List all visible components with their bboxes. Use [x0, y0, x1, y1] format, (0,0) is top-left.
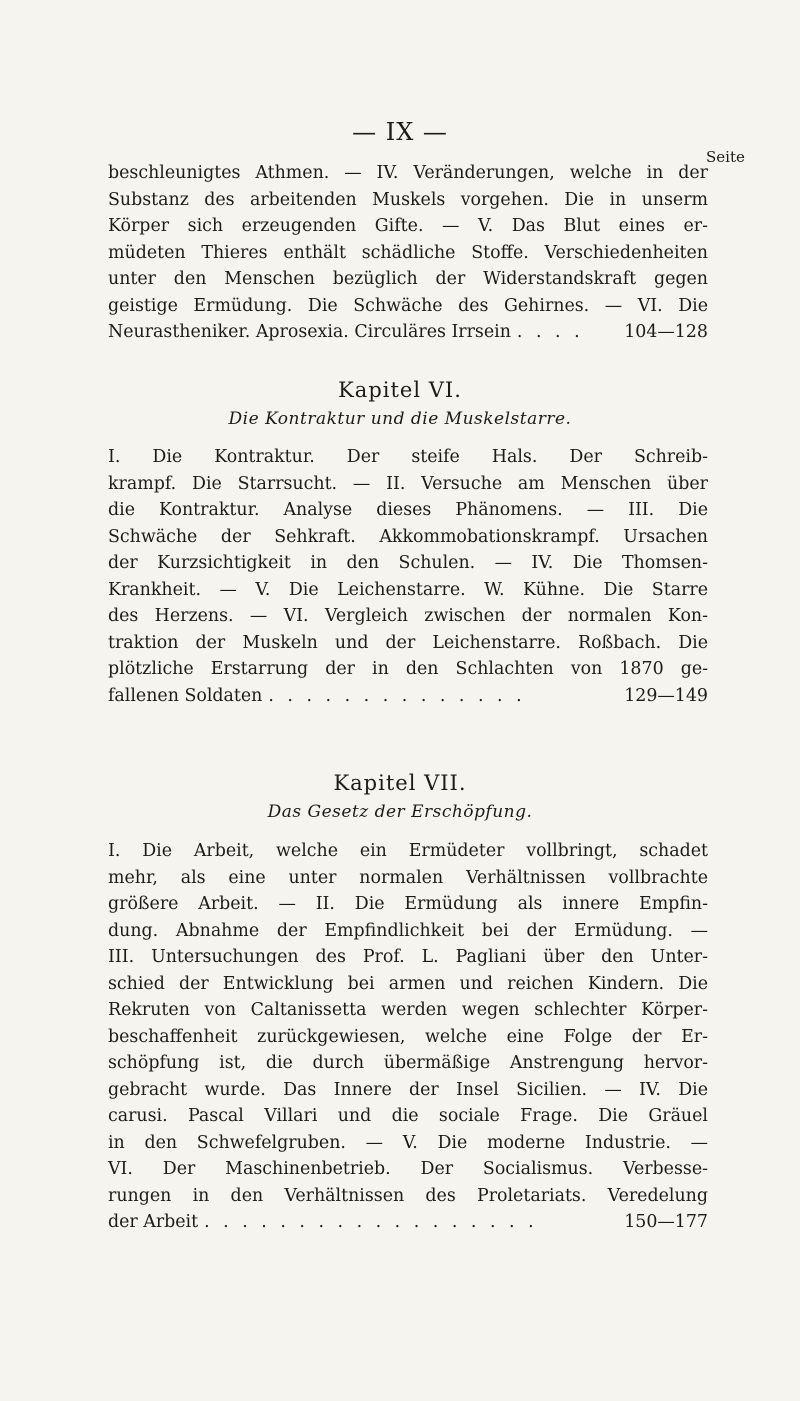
entry-line: geistige Ermüdung. Die Schwäche des Gehirnes. — VI. Die: [108, 295, 708, 316]
page-range: 104—128: [624, 322, 708, 342]
chapter-title: Kapitel VII.: [333, 771, 467, 795]
entry-line: unter den Menschen bezüglich der Widerstandskraft gegen: [108, 269, 708, 289]
chapter-title: Kapitel VI.: [338, 378, 462, 402]
chapter-subtitle: Das Gesetz der Erschöpfung.: [267, 802, 533, 822]
entry-last-text: der Arbeit: [108, 1212, 199, 1232]
entry-line: traktion der Muskeln und der Leichenstarre. Roßbach. Die: [108, 632, 708, 653]
entry-line: Körper sich erzeugenden Gifte. — V. Das Blut eines er-: [108, 216, 708, 236]
entry-line: gebracht wurde. Das Innere der Insel Sicilien. — IV. Die: [108, 1079, 708, 1100]
entry-line: Substanz des arbeitenden Muskels vorgehen. Die in unserm: [108, 189, 708, 210]
entry-line: carusi. Pascal Villari und die sociale Frage. Die Gräuel: [108, 1106, 708, 1126]
entry-line: I. Die Arbeit, welche ein Ermüdeter vollbringt, schadet: [108, 841, 708, 861]
page-range: 150—177: [624, 1212, 708, 1232]
leader-dots: . . . . . . . . . . . . . .: [268, 685, 526, 706]
entry-line: krampf. Die Starrsucht. — II. Versuche am Menschen über: [108, 473, 708, 494]
entry-line: VI. Der Maschinenbetrieb. Der Socialismus. Verbesse-: [108, 1159, 708, 1179]
entry-line: dung. Abnahme der Empfindlichkeit bei der Ermüdung. —: [108, 920, 708, 941]
entry-line: die Kontraktur. Analyse dieses Phänomens. — III. Die: [108, 500, 708, 520]
entry-last-line: [108, 319, 708, 346]
entry-last-text: Neurastheniker. Aprosexia. Circuläres Irrsein: [108, 322, 511, 342]
entry-line: müdeten Thieres enthält schädliche Stoffe. Verschiedenheiten: [108, 242, 708, 263]
entry-line: plötzliche Erstarrung der in den Schlachten von 1870 ge-: [108, 659, 708, 679]
entry-line: beschaffenheit zurückgewiesen, welche eine Folge der Er-: [108, 1026, 708, 1047]
entry-line: Schwäche der Sehkraft. Akkommobationskrampf. Ursachen: [108, 526, 708, 547]
chapter-subtitle: Die Kontraktur und die Muskelstarre.: [228, 409, 572, 429]
entry-last-line: [108, 1209, 708, 1236]
entry-line: schied der Entwicklung bei armen und reichen Kindern. Die: [108, 973, 708, 994]
leader-dots: . . . . . . . . . . . . . . . . . .: [204, 1212, 538, 1232]
leader-dots: . . . .: [516, 322, 584, 342]
entry-line: Krankheit. — V. Die Leichenstarre. W. Kühne. Die Starre: [108, 579, 708, 600]
chapter-entry: [108, 838, 708, 1236]
entry-line: größere Arbeit. — II. Die Ermüdung als innere Empfin-: [108, 894, 708, 914]
entry-line: beschleunigtes Athmen. — IV. Veränderungen, welche in der: [108, 163, 708, 183]
entry-line: des Herzens. — VI. Vergleich zwischen der normalen Kon-: [108, 606, 708, 626]
entry-last-text: fallenen Soldaten: [108, 685, 263, 706]
entry-line: in den Schwefelgruben. — V. Die moderne Industrie. —: [108, 1132, 708, 1153]
continuation-entry: [108, 160, 708, 346]
seite-label: Seite: [706, 148, 745, 166]
entry-line: Rekruten von Caltanissetta werden wegen schlechter Körper-: [108, 1000, 708, 1020]
entry-line: mehr, als eine unter normalen Verhältnissen vollbrachte: [108, 867, 708, 888]
entry-line: I. Die Kontraktur. Der steife Hals. Der Schreib-: [108, 447, 708, 467]
running-head: — IX —: [352, 118, 448, 146]
chapter-entry: [108, 444, 708, 709]
page-range: 129—149: [624, 685, 708, 706]
entry-line: der Kurzsichtigkeit in den Schulen. — IV. Die Thomsen-: [108, 553, 708, 573]
entry-last-line: [108, 683, 708, 710]
entry-line: rungen in den Verhältnissen des Proletariats. Veredelung: [108, 1185, 708, 1206]
entry-line: III. Untersuchungen des Prof. L. Pagliani über den Unter-: [108, 947, 708, 967]
entry-line: schöpfung ist, die durch übermäßige Anstrengung hervor-: [108, 1053, 708, 1073]
